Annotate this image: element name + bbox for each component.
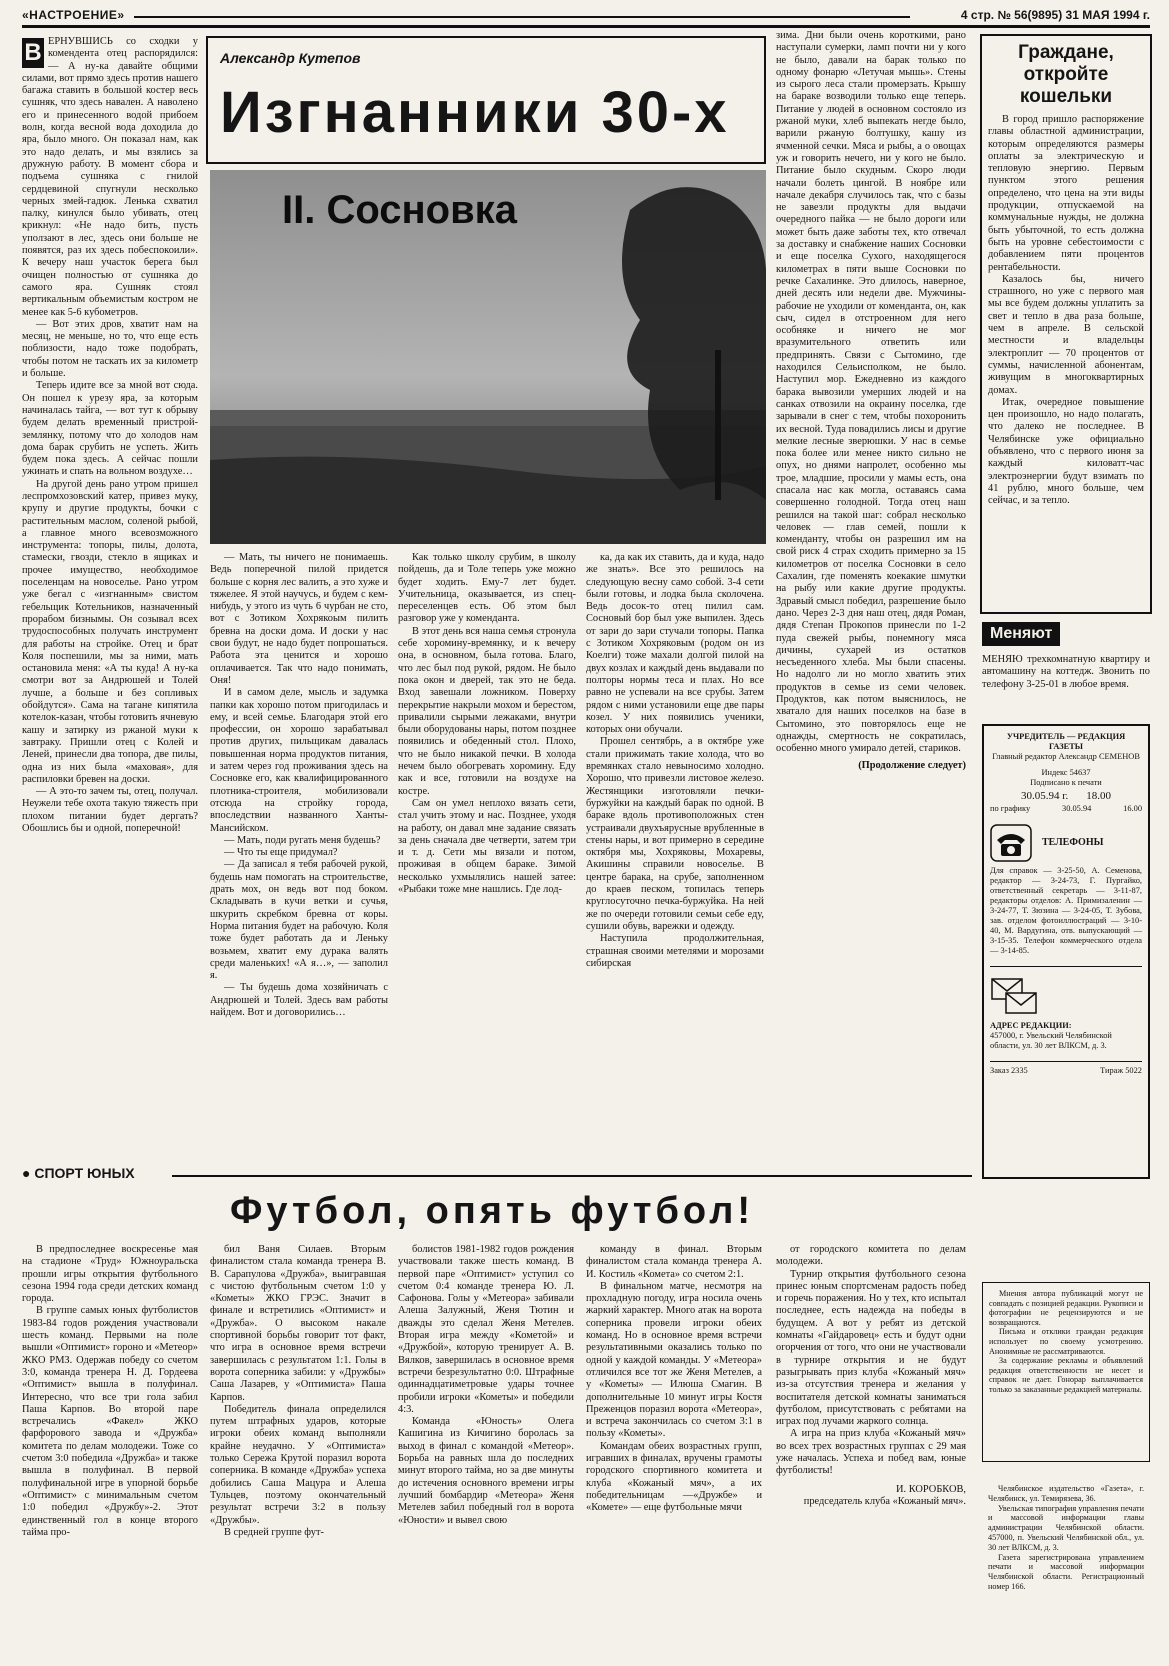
sidebar-article: [980, 34, 1152, 614]
article-subtitle: II. Сосновка: [282, 188, 517, 232]
phones-label: ТЕЛЕФОНЫ: [1042, 837, 1104, 848]
phones-header: [990, 824, 1142, 862]
dropcap: В: [22, 38, 44, 68]
publisher-p3: Газета зарегистрирована управлением печати и массовой информации Челябинской области. Регистрационный номер 166.: [988, 1552, 1144, 1591]
sidebar-p2: Казалось бы, ничего страшного, но уже с первого мая мы все будем должны уплатить за свет и тепло в два раза больше, чем в апреле. В сельской местности и владельцы электроплит — 70 процентов от суммы, начисленной абонентам, живущим в многоквартирных домах.: [988, 273, 1144, 396]
signed-label: Подписано к печати: [1030, 778, 1102, 787]
sidebar-title: Граждане, откройте кошельки: [1018, 42, 1114, 107]
header-rule: [134, 16, 910, 18]
editorial-info-box: [982, 724, 1150, 1179]
classified-rubric: Меняют: [982, 622, 1060, 646]
classified-ad: МЕНЯЮ трехкомнатную квартиру и автомашину на коттедж. Звонить по телефону 3-25-01 в любое время.: [982, 654, 1150, 690]
sport-col5-p1: от городского комитета по делам молодежи.: [776, 1244, 966, 1268]
article-col4-p2: Прошел сентябрь, а в октябре уже стали прижимать такие холода, что во времянках стало невыносимо холодно. Хорошо, что привезли листовое железо. Жестянщики изготовляли печки-буржуйки на каждый барак по одной. В бараке вдоль противоположных стен устраивали двухъярусные врубленные в стены нары, и вот примерно в середине октября мы, Хохряковы, Мохаревы, Акишины справили новоселье. В центре барака, на срубе, заполненном до краев песком, топилась теперь круглосуточно печка-буржуйка. На ней же по очереди готовили семьи себе еду, сушили обувь, варежки и одежду.: [586, 736, 764, 932]
founder-label: УЧРЕДИТЕЛЬ — РЕДАКЦИЯ ГАЗЕТЫ: [1006, 732, 1126, 751]
article-col1-p3: Теперь идите все за мной вот сюда. Он пошел к урезу яра, за которым начиналась тайга, — вот тут к обрыву будем делать временный пристрой-землянку, потому что до холодов нам дома барак срубить не успеть. Жить будем пока здесь. А сейчас пошли ужинать и спать на вольном воздухе…: [22, 380, 198, 478]
envelope-icon: [990, 973, 1040, 1017]
disclaimer-box: [982, 1282, 1150, 1462]
article-column-2: [210, 552, 388, 1152]
sport-col4-p2: В финальном матче, несмотря на прохладную погоду, игра носила очень жаркий характер. Много атак на ворота соперника провели игроки обеих команд. Но в основное время встречи результативными оказались только по одной у каждой команды. У «Метеора» отличился все тот же Женя Метелев, а у «Кометы» — Илюша Смагин. В дополнительные 10 минут игры Костя Преженцов поразил ворота «Метеора», и встреча закончилась со счетом 3:1 в пользу «Кометы».: [586, 1280, 762, 1440]
sport-column-1: [22, 1244, 198, 1654]
sidebar-p1: В город пришло распоряжение главы областной администрации, которым определяются размеры оплаты за электрическую и тепловую энергию. Первым пунктом этого решения определено, что цена на эти виды продукции, отпускаемой на коммунальные нужды, не должна быть убыточной, то есть должна быть на уровне себестоимости с добавлением пяти процентов рентабельности.: [988, 114, 1144, 273]
sport-signature: И. КОРОБКОВ,: [896, 1483, 966, 1495]
article-col2-p5: — Да записал я тебя рабочей рукой, будешь нам помогать на строительстве, драть мох, он ведь вот под боком. Складывать в кучи ветки и сучья, шкурить скребком бревна от коры. Норма питания будет на рабочую. Коля тоже будет работать да и Леньку возьмем, хватит ему дурака валять среди маленьких! «А я…», — заполил я.: [210, 859, 388, 982]
disclaimer-p2: Письма и отклики граждан редакция использует по своему усмотрению. Анонимные не рассматриваются.: [989, 1327, 1143, 1356]
sport-col4-p3: Командам обеих возрастных групп, игравших в финалах, вручены грамоты городского спортивного комитета и клуба «Кожаный мяч», а их победительницам —«Дружбе» и «Комете» — еще футбольные мячи: [586, 1440, 762, 1514]
sport-signature-role: председатель клуба «Кожаный мяч».: [803, 1495, 966, 1507]
article-col1-p1: ЕРНУВШИСЬ со сходки у комендента отец распорядился: — А ну-ка давайте общими силами, вот прямо здесь против нашего багажа ставить в большой костер весь сушняк, что здесь навален. А наволено его и принесенного водой прибоем волн, когда весной вода доходила до яра, было много. Он показал нам, как это надо делать, и мы взялись за дружную работу. В момент сбора и подъема сушняка с гнилой сердцевиной спугнули несколько черных змей-гадюк. Ленька схватил палку, кинулся было убивать, отец крикнул: «Не надо бить, пусть уползают в лес, здесь они больше не появятся, раз их здесь побеспокоили». К вечеру наш участок берега был очищен полностью от сушняка до самого яра. Сушняк стоял вертикальным объемистым костром не менее как 5-6 кубометров.: [22, 36, 198, 318]
phone-icon: [990, 824, 1032, 862]
sport-col5-p3: А игра на приз клуба «Кожаный мяч» во всех трех возрастных группах с 29 мая уже началась. Успеха и побед вам, юные футболисты!: [776, 1428, 966, 1477]
sidebar-p3: Итак, очередное повышение цен произошло, но надо полагать, что далеко не последнее. В Челябинске уже официально объявлено, что с первого июня за каждый киловатт-час электроэнергии будут взимать по 41 рублю, много больше, чем сейчас, и за тепло.: [988, 396, 1144, 507]
article-col2-p2: И в самом деле, мысль и задумка папки как хорошо потом пригодилась и ему, и всей семье. Благодаря этой его профессии, он хорошо зарабатывал против других, пильщикам давалась повышенная норма продуктов питания, и затем через год проживания здесь на Сосновке его, как квалифицированного плотника-строителя, мобилизовали отсюда на стройку города, впоследствии названного Ханты-Мансийском.: [210, 687, 388, 834]
article-col2-p6: — Ты будешь дома хозяйничать с Андрюшей и Толей. Здесь вам работы найдем. Вот и договорились…: [210, 982, 388, 1018]
subscription-index: Индекс 54637: [1041, 768, 1091, 777]
sport-col3-p1: болистов 1981-1982 годов рождения участвовали также шесть команд. В первой паре «Оптимист» уступил со счетом 0:4 команде тренера Ю. Л. Сафонова. Голы у «Метеора» забивали Алеша Залужный, Женя Тютин и дважды это сделал Женя Метелев. Вторая игра между «Кометой» и «Дружбой», которую тренирует А. В. Вялков, завершилась в основное время встречи безрезультатно 0:0. Штрафные одиннадцатиметровые удары точнее пробили игроки «Кометы» и победили 4:3.: [398, 1244, 574, 1415]
sport-col5-p2: Турнир открытия футбольного сезона принес юным спортсменам радость побед и горечь поражения. Но у тех, кто испытал последнее, есть надежда на победы в будущем. А вот у ребят из детской комнаты «Гайдаровец» есть и будут одни огорчения от того, что они не участвовали в турнире открытия и не будут разыгрывать приз клуба «Кожаный мяч» из-за отсутствия тренера и желания у воспитателя детской комнаты заниматься футболом, присутствовать с ребятами на играх под лучами жаркого солнца.: [776, 1268, 966, 1428]
sport-column-5: [776, 1244, 966, 1654]
publisher-p2: Увельская типография управления печати и массовой информации главы администрации Челябинской области. 457000, п. Увельский Челябинской обл., ул. 30 лет ВЛКСМ, д. 3.: [988, 1503, 1144, 1552]
sport-col1-p2: В группе самых юных футболистов 1983-84 годов рождения участвовали шесть команд. Первыми на поле вышли «Оптимист» гороно и «Метеор» ЖКО РМЗ. Одержав победу со счетом 3:0, команда тренера Н. Д. Гордеева «Оптимист» вышла в полуфинал. Интересно, что все три гола забил Паша Карпов. Во второй паре встречались «Факел» ЖКО фарфорового завода и «Дружба» комитета по делам молодежи. Тоже со счетом 3:0 победила «Дружба» и также вышла в полуфинал. В первой полуфинальной игре в упорной борьбе «Оптимист» с минимальным счетом 1:0 победил «Дружбу»-2. Этот единственный гол в конце второго тайма про-: [22, 1305, 198, 1538]
publisher-p1: Челябинское издательство «Газета», г. Челябинск, ул. Темирязева, 36.: [988, 1484, 1144, 1503]
page-header: [22, 6, 1150, 28]
address-text: 457000, г. Увельский Челябинской области, ул. 30 лет ВЛКСМ, д. 3.: [990, 1031, 1112, 1050]
sport-rubric-bar: [22, 1163, 972, 1185]
sport-column-3: [398, 1244, 574, 1654]
article-photo: [210, 170, 766, 544]
article-column-1: [22, 36, 198, 1154]
article-col2-p3: — Мать, поди ругать меня будешь?: [224, 834, 381, 846]
disclaimer-p1: Мнения автора публикаций могут не совпадать с позицией редакции. Рукописи и фотографии не рецензируются и не возвращаются.: [989, 1289, 1143, 1327]
article-col2-p1: — Мать, ты ничего не понимаешь. Ведь поперечной пилой придется больше с корня лес валить, а это хуже и тяжелее. Я этой научусь, и будем с кем-нибудь, у этого из чуть 6 чурбан не сто, вот с Зотиком Хохрякоым пилить бревна на доски дома. И доски у нас свои будут, не надо будет попрошаться. Работа эта ценится и хорошо оплачивается. Так что надо понимать, Оня!: [210, 552, 388, 686]
article-author: Александр Кутепов: [220, 50, 361, 66]
schedule-row: [990, 804, 1142, 814]
article-col1-p2: — Вот этих дров, хватит нам на месяц, не меньше, но то, что еще есть поблизости, надо тоже подобрать, чтобы потом не таскать их за километр и больше.: [22, 318, 198, 380]
article-title: Изгнанники 30-х: [220, 80, 730, 145]
article-col1-p4: На другой день рано утром пришел леспромхозовский катер, привез муку, крупу и другие продукты, бочки с растительным маслом, соленой рыбой, а главное много всевозможного инструмента: топоры, пилы, долота, стамески, гвозди, стекло в ящиках и прочее имущество, необходимое поселенцам на новоселье. Рано утром уже бегал с «изгнанным» свистом гебельщик Котельников, назначенный прорабом бизнымы. Он созывал всех трудоспособных получать инструмент для работы на стройке. Отец и брат Коля поспешили, мы за ними, мать остановила меня: «А ты куда! А ну-ка смотри вот за Андрюшей и Толей лучше, а больше и без сопливых обойдутся». Сама на тагане кипятила котелок-казан, чтобы готовить ячневую кашу и затирку из ржаной муки к завтраку. Пришли отец с Колей и Леней, принесли два топора, две пилы, одна из них была «маховая», для распиловки бревен на доски.: [22, 478, 198, 785]
sport-rubric-rule: [172, 1175, 972, 1177]
sport-col1-p1: В предпоследнее воскресенье мая на стадионе «Труд» Южноуральска прошли игры открытия футбольного сезона 1994 года среди детских команд города.: [22, 1244, 198, 1305]
address-block: [990, 966, 1142, 1017]
publisher-info: [982, 1478, 1150, 1598]
article-col4-p1: ка, да как их ставить, да и куда, надо же знать». Все это решилось на следующую весну само собой. 3-4 сети были готовы, и лодка была сколочена. Ведь досок-то отец пилил сам. Сосновый бор был уже выпилен. Здесь от зари до зари стучали топоры. Папка с Зотиком Хохряковым (родом он из Коелги) тоже махали долгой пилой на двух козлах и каждый день выдавали по полторы нормы теса и плах. Но все равно не успевали на все срубы. Затем рядом с ними установили еще две пары козел. У них появились ученики, которых они обучали.: [586, 552, 764, 736]
address-label: АДРЕС РЕДАКЦИИ:: [990, 1021, 1072, 1030]
article-col4-p3: Наступила продолжительная, страшная своими метелями и морозами сибирская: [586, 933, 764, 969]
article-col3-p2: В этот день вся наша семья стронула себе хоромину-времянку, и к вечеру она, в основном, была готова. Благо, что лес был под рукой, рядом. Не было пока окон и дверей, так это не беда. Вход завешали ложником. Поверху перекрытие накрыли мохом и берестом, привалили сырыми лежаками, внутри были оборудованы нары, потом позднее появились и обеденный стол. Плохо, что не было никакой печки. В холода нечем было обогревать хоромину. Еду как и все, готовили на воздухе на костре.: [398, 625, 576, 797]
article-column-3: [398, 552, 576, 1152]
sport-headline: Футбол, опять футбол!: [230, 1190, 754, 1232]
newspaper-section-name: «НАСТРОЕНИЕ»: [22, 8, 125, 22]
issue-info: 4 стр. № 56(9895) 31 МАЯ 1994 г.: [960, 8, 1150, 22]
schedule-time: 16.00: [1123, 804, 1142, 813]
sport-column-4: [586, 1244, 762, 1654]
article-column-5: [776, 30, 966, 1140]
schedule-label: по графику: [990, 804, 1031, 813]
signed-date: 30.05.94 г.: [1020, 790, 1069, 802]
article-col3-p3: Сам он умел неплохо вязать сети, стал учить этому и нас. Позднее, уходя на работу, он давал мне задание связать за день сначала две четверти, затем три и т. д. Сети мы вязали и потом, проживая в общем бараке. Зимой несколько ухмылялись нашей затее: «Рыбаки тоже мне нашлись. Где лод-: [398, 797, 576, 896]
editor-name: Главный редактор Александр СЕМЕНОВ: [992, 752, 1140, 761]
phones-list: Для справок — 3-25-50, А. Семенова, редактор — 3-24-73, Г. Пургайко, ответственный секретарь — 3-11-87, редакторы отделов: А. Примизаленин — 3-24-77, Т. Зюзина — 3-24-05, Т. Зубова, зав. отделом фотоиллюстраций — 3-10-40, М. Вардугина, отв. выпускающий — 3-15-35. Телефон коммерческого отдела — 3-14-85.: [990, 866, 1142, 955]
schedule-date: 30.05.94: [1062, 804, 1092, 813]
sport-col2-p1: бил Ваня Силаев. Вторым финалистом стала команда тренера В. В. Сарапулова «Дружба», выигравшая с чистою футбольным счетом 1:0 у «Кометы» ЖКО ГРЭС. Значит в финале и встретились «Оптимист» и «Дружба». О высоком накале спортивной борьбы говорит тот факт, что игра в основное время встречи завершилась с результатом 1:1. Голы в ворота соперника забили: у «Дружбы» Саша Лазарев, у «Оптимиста» Паша Карпов.: [210, 1244, 386, 1403]
print-run-row: [990, 1061, 1142, 1076]
article-col5-p1: зима. Дни были очень короткими, рано наступали сумерки, ламп почти ни у кого не было, давали на барак только по одному фонарю «Летучая мышь». Стены из сырого леса стали промерзать. Крышу на бараке возводили только еще теперь. Питание у людей в основном состояло из ржаной муки, хлеб выпекать негде было, варили ржаную болтушку, кашу из ячменной сечки. Мяса и рыбы, а о овощах уж и говорить нечего, ни у кого не было. Питание было скудным. Скоро люди начали болеть цингой. В ноябре или начале декабря случилось так, что с базы не завезли продукты для выдачи очередного пайка — не было дороги или может быть даже заботы тех, кто отвечал за доставку и снабжение наших Сосновки и еще поселка Сухого, находящегося километрах в пяти выше Сосновки по речке Сахалинке. Это длилось, наверное, дней десять или недели две. Мужчины-рабочие не уходили от коменданта, он, как сыч, сидел в отстроенном для него особняке и ничего не мог вразумительного ответить или предпринять. Связи с Сытомино, где находился Сельисполком, не было. Наступил мор. Ежедневно из каждого барака вывозили умерших людей и на санках отвозили на окраину поселка, где зарывали в снег с тем, чтобы похоронить их весной. Туда повадились лисы и другие мелкие лесные зверюшки. У нас в семье пока более или менее никто сильно не опух, но днями напролет, особенно мы трое, младшие, просили у мамы есть, она спасала нас как могла, оставаясь сама совершенно голодной. Тогда отец наш решился на такой шаг: собрал несколько человек — глав семей, пошли к коменданту, чтобы он разрешил им на свой риск 4 страх сходить примерно за 15 километров от поселка Сосновки в село Сахалин, где поменять коекакие шмутки на рыбу или какие другие продукты. Здравый смысл победил, разрешение было дано. Через 2-3 дня наш отец, дядя Роман, дядя Степан Прокопов принесли по 1-2 пуда свежей рыбы, понемногу мяса дичины, сухарей из остатков несъеденного хлеба. Мы были спасены. Но надолго ли но могло хватить этих продуктов в семье из семи человек. Продуктов, как потом выяснилось, не хватало для наших поселков на базе в Сытомино, это повторялось еще не однажды, смертность не сократилась, особенно много умирало детей, стариков.: [776, 30, 966, 755]
continued-note: (Продолжение следует): [858, 759, 966, 771]
sport-col2-p3: В средней группе фут-: [224, 1526, 324, 1538]
disclaimer-p3: За содержание рекламы и объявлений редакция ответственности не несет и справок не дает. Гонорар выплачивается только за заказанные редакцией материалы.: [989, 1356, 1143, 1394]
sport-col4-p1: команду в финал. Вторым финалистом стала команда тренера А. И. Костиль «Комета» со счетом 2:1.: [586, 1244, 762, 1280]
order-number: Заказ 2335: [990, 1066, 1028, 1075]
circulation: Тираж 5022: [1100, 1066, 1142, 1075]
sport-col2-p2: Победитель финала определился путем штрафных ударов, которые игроки обеих команд выполняли крайне неудачно. У «Оптимиста» только Сережа Крутой поразил ворота соперника. В команде «Дружба» успеха добились Саша Мацура и Алеша Тульцев, поэтому окончательный результат встречи 3:2 в пользу «Дружбы».: [210, 1403, 386, 1526]
sport-col3-p2: Команда «Юность» Олега Кашигина из Кичигино боролась за выход в финал с командой «Метеор». Борьба на равных шла до последних минут второго тайма, но за две минуты до истечения основного времени игры лучший бомбардир «Метеора» Женя Метелев забил победный гол в ворота «Юности» и вывел свою: [398, 1416, 574, 1526]
sport-column-2: [210, 1244, 386, 1654]
sport-rubric-label: СПОРТ ЮНЫХ: [34, 1165, 135, 1181]
article-col2-p4: — Что ты еще придумал?: [224, 847, 338, 859]
article-col3-p1: Как только школу срубим, в школу пойдешь, да и Толе теперь уже можно будет ходить. Ему-7 лет будет. Учительница, оказывается, из спец-переселенцев есть. Об этом был разговор уже у коменданта.: [398, 552, 576, 625]
signed-time: 18.00: [1086, 790, 1112, 802]
article-col1-p5: — А это-то зачем ты, отец, получал. Неужели тебе охота такую тяжесть при плохом питании будет дергать? Обошлись бы и одной, поперечной!: [22, 786, 198, 834]
article-column-4: [586, 552, 764, 1152]
sport-rubric: ● СПОРТ ЮНЫХ: [22, 1165, 135, 1181]
signed-row: [990, 791, 1142, 801]
article-title-box: [206, 36, 766, 164]
